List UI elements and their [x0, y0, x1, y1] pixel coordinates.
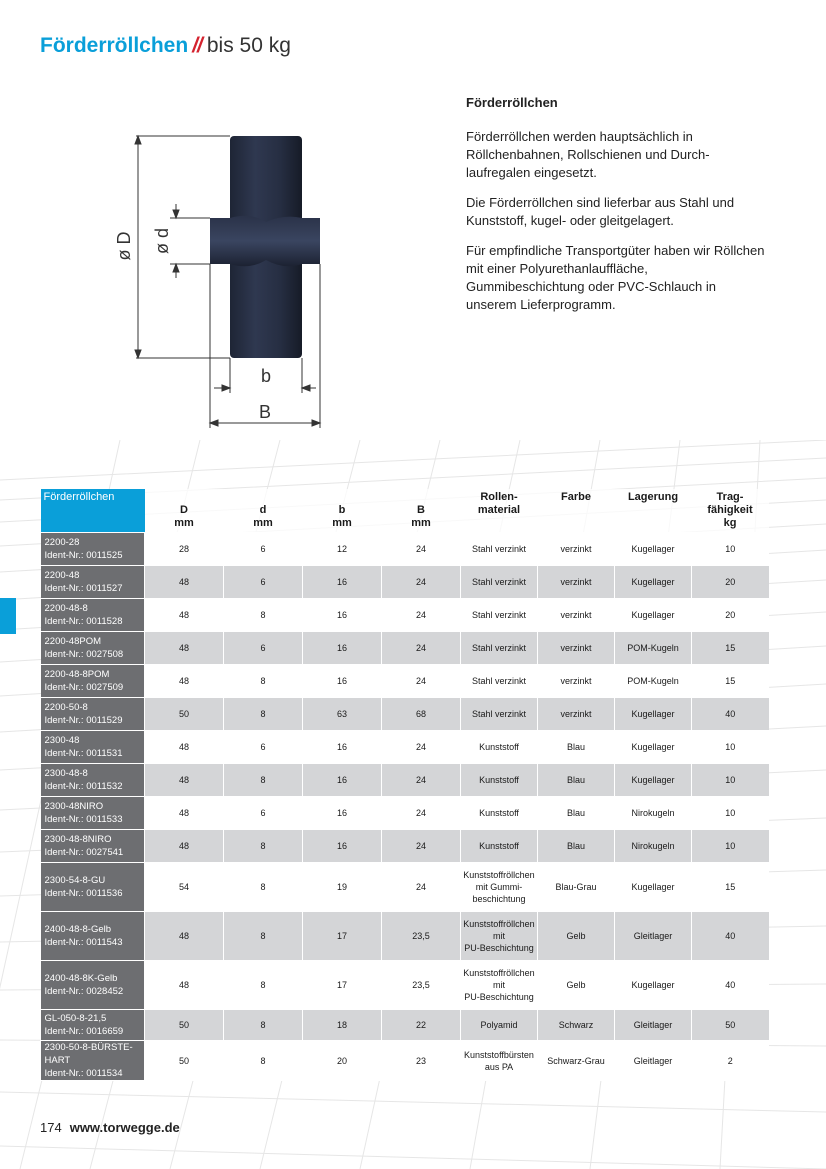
dim-label-D: ø D	[114, 231, 134, 261]
product-table	[40, 489, 768, 1081]
cell-material: Kunststoffröllchen mit PU-Beschichtung	[461, 961, 538, 1009]
product-article: GL-050-8-21,5	[44, 1013, 107, 1024]
cell-lagerung: Kugellager	[615, 764, 692, 796]
page-title	[40, 34, 291, 58]
cell-b: 16	[303, 764, 382, 796]
cell-d: 48	[145, 764, 224, 796]
product-name-cell	[41, 863, 145, 911]
title-main: Förderröllchen	[40, 34, 189, 57]
cell-b: 16	[303, 830, 382, 862]
cell-b: 16	[303, 599, 382, 631]
col-header-b: b mm	[303, 489, 382, 532]
cell-lagerung: Nirokugeln	[615, 830, 692, 862]
product-name-cell	[41, 731, 145, 763]
cell-b: 24	[382, 731, 461, 763]
product-name-cell	[41, 533, 145, 565]
cell-d: 6	[224, 533, 303, 565]
cell-farbe: Schwarz-Grau	[538, 1041, 615, 1080]
cell-d: 6	[224, 632, 303, 664]
cell-trag: 40	[692, 912, 769, 960]
product-ident: Ident-Nr.: 0011529	[44, 715, 123, 726]
product-name-cell	[41, 599, 145, 631]
cell-b: 16	[303, 731, 382, 763]
cell-lagerung: Gleitlager	[615, 1041, 692, 1080]
table-row	[41, 912, 769, 960]
cell-material: Stahl verzinkt	[461, 698, 538, 730]
product-name-cell	[41, 797, 145, 829]
cell-lagerung: Gleitlager	[615, 1010, 692, 1040]
table-row	[41, 533, 769, 565]
product-ident: Ident-Nr.: 0011543	[44, 937, 123, 948]
product-name-cell	[41, 632, 145, 664]
table-row	[41, 632, 769, 664]
cell-lagerung: Kugellager	[615, 566, 692, 598]
cell-d: 48	[145, 731, 224, 763]
description-heading: Förderröllchen	[466, 95, 558, 110]
cell-d: 48	[145, 632, 224, 664]
product-ident: Ident-Nr.: 0011534	[44, 1068, 123, 1079]
col-header-farbe: Farbe	[538, 489, 615, 532]
cell-d: 50	[145, 1041, 224, 1080]
product-article: 2300-48-8	[44, 768, 88, 779]
product-ident: Ident-Nr.: 0011536	[44, 888, 123, 899]
col-header-trag: Trag- fähigkeit kg	[692, 489, 769, 532]
col-header-D: D mm	[145, 489, 224, 532]
page-number: 174	[40, 1120, 62, 1135]
cell-trag: 10	[692, 797, 769, 829]
cell-trag: 10	[692, 731, 769, 763]
product-ident: Ident-Nr.: 0027508	[44, 649, 124, 660]
cell-d: 50	[145, 698, 224, 730]
cell-b: 17	[303, 912, 382, 960]
product-article: 2400-48-8K-Gelb	[44, 973, 118, 984]
section-tab-marker	[0, 598, 16, 634]
product-ident: Ident-Nr.: 0011531	[44, 748, 123, 759]
cell-d: 6	[224, 797, 303, 829]
cell-material: Stahl verzinkt	[461, 599, 538, 631]
cell-b: 23	[382, 1041, 461, 1080]
table-row	[41, 863, 769, 911]
cell-material: Stahl verzinkt	[461, 665, 538, 697]
cell-lagerung: Kugellager	[615, 599, 692, 631]
description-paragraph-3: Für empfindliche Transportgüter haben wir Röllchen mit einer Polyurethanlauffläche, Gummibeschichtung oder PVC-Schlauch in unserem Lieferprogramm.	[466, 243, 765, 312]
cell-farbe: verzinkt	[538, 566, 615, 598]
cell-b: 63	[303, 698, 382, 730]
cell-material: Stahl verzinkt	[461, 632, 538, 664]
product-name-cell	[41, 698, 145, 730]
product-ident: Ident-Nr.: 0028452	[44, 986, 124, 997]
product-name-cell	[41, 1010, 145, 1040]
product-article: 2200-28	[44, 537, 80, 548]
cell-d: 8	[224, 665, 303, 697]
cell-b: 17	[303, 961, 382, 1009]
cell-d: 48	[145, 961, 224, 1009]
cell-trag: 15	[692, 632, 769, 664]
cell-material: Stahl verzinkt	[461, 566, 538, 598]
cell-d: 6	[224, 566, 303, 598]
product-name-cell	[41, 566, 145, 598]
cell-trag: 40	[692, 961, 769, 1009]
cell-trag: 20	[692, 599, 769, 631]
table-row	[41, 764, 769, 796]
page-footer	[40, 1120, 180, 1135]
dim-label-d: ø d	[152, 227, 172, 255]
cell-b: 20	[303, 1041, 382, 1080]
cell-trag: 40	[692, 698, 769, 730]
cell-b: 24	[382, 863, 461, 911]
product-name-cell	[41, 665, 145, 697]
table-header-row	[41, 489, 769, 532]
cell-b: 23,5	[382, 912, 461, 960]
cell-d: 48	[145, 665, 224, 697]
product-article: 2300-48	[44, 735, 80, 746]
cell-material: Kunststoffröllchen mit PU-Beschichtung	[461, 912, 538, 960]
cell-b: 12	[303, 533, 382, 565]
product-ident: Ident-Nr.: 0011532	[44, 781, 123, 792]
cell-d: 8	[224, 863, 303, 911]
dim-label-b: b	[260, 366, 272, 386]
cell-b: 24	[382, 566, 461, 598]
cell-farbe: verzinkt	[538, 533, 615, 565]
product-article: 2300-48NIRO	[44, 801, 104, 812]
cell-d: 8	[224, 698, 303, 730]
product-name-cell	[41, 912, 145, 960]
product-ident: Ident-Nr.: 0027541	[44, 847, 124, 858]
cell-lagerung: POM-Kugeln	[615, 632, 692, 664]
cell-trag: 20	[692, 566, 769, 598]
description-paragraph-1: Förderröllchen werden hauptsächlich in Röllchenbahnen, Rollschienen und Durch-laufregalen eingesetzt.	[466, 129, 710, 180]
cell-lagerung: Kugellager	[615, 533, 692, 565]
cell-d: 8	[224, 599, 303, 631]
cell-farbe: verzinkt	[538, 698, 615, 730]
cell-d: 48	[145, 912, 224, 960]
cell-b: 24	[382, 764, 461, 796]
cell-b: 16	[303, 797, 382, 829]
product-name-cell	[41, 1041, 145, 1080]
cell-d: 8	[224, 1041, 303, 1080]
cell-b: 19	[303, 863, 382, 911]
cell-d: 8	[224, 764, 303, 796]
cell-farbe: verzinkt	[538, 632, 615, 664]
cell-trag: 2	[692, 1041, 769, 1080]
cell-material: Kunststoff	[461, 731, 538, 763]
cell-trag: 10	[692, 830, 769, 862]
cell-b: 16	[303, 566, 382, 598]
cell-b: 16	[303, 665, 382, 697]
product-name-cell	[41, 830, 145, 862]
cell-material: Polyamid	[461, 1010, 538, 1040]
table-row	[41, 599, 769, 631]
cell-b: 23,5	[382, 961, 461, 1009]
cell-farbe: Blau-Grau	[538, 863, 615, 911]
cell-lagerung: POM-Kugeln	[615, 665, 692, 697]
col-header-lagerung: Lagerung	[615, 489, 692, 532]
cell-trag: 10	[692, 533, 769, 565]
cell-material: Kunststoffröllchen mit Gummi- beschichtung	[461, 863, 538, 911]
cell-d: 28	[145, 533, 224, 565]
cell-b: 68	[382, 698, 461, 730]
cell-material: Kunststoff	[461, 764, 538, 796]
cell-b: 24	[382, 797, 461, 829]
cell-lagerung: Gleitlager	[615, 912, 692, 960]
cell-d: 48	[145, 830, 224, 862]
cell-trag: 10	[692, 764, 769, 796]
title-separator: //	[192, 34, 202, 57]
cell-lagerung: Nirokugeln	[615, 797, 692, 829]
product-article: 2400-48-8-Gelb	[44, 924, 112, 935]
product-description	[466, 94, 766, 326]
cell-farbe: Gelb	[538, 912, 615, 960]
cell-farbe: Schwarz	[538, 1010, 615, 1040]
product-article: 2300-48-8NIRO	[44, 834, 112, 845]
product-ident: Ident-Nr.: 0011527	[44, 583, 123, 594]
product-article: 2200-50-8	[44, 702, 88, 713]
cell-b: 22	[382, 1010, 461, 1040]
col-header-d: d mm	[224, 489, 303, 532]
cell-d: 50	[145, 1010, 224, 1040]
cell-lagerung: Kugellager	[615, 698, 692, 730]
product-name-cell	[41, 764, 145, 796]
product-article: 2200-48POM	[44, 636, 102, 647]
cell-farbe: Blau	[538, 764, 615, 796]
cell-b: 24	[382, 599, 461, 631]
cell-d: 48	[145, 599, 224, 631]
table-row	[41, 731, 769, 763]
cell-farbe: verzinkt	[538, 665, 615, 697]
product-ident: Ident-Nr.: 0027509	[44, 682, 124, 693]
cell-farbe: Gelb	[538, 961, 615, 1009]
cell-farbe: Blau	[538, 731, 615, 763]
cell-material: Stahl verzinkt	[461, 533, 538, 565]
cell-b: 24	[382, 830, 461, 862]
product-article: 2300-50-8-BÜRSTE-HART	[44, 1042, 133, 1066]
table-row	[41, 566, 769, 598]
roller-technical-drawing	[100, 118, 340, 438]
table-row	[41, 1010, 769, 1040]
cell-trag: 15	[692, 863, 769, 911]
col-header-material: Rollen- material	[461, 489, 538, 532]
dim-label-B: B	[258, 402, 272, 422]
cell-d: 48	[145, 566, 224, 598]
cell-farbe: verzinkt	[538, 599, 615, 631]
cell-b: 24	[382, 665, 461, 697]
product-article: 2200-48-8POM	[44, 669, 110, 680]
product-name-cell	[41, 961, 145, 1009]
cell-b: 24	[382, 632, 461, 664]
cell-d: 8	[224, 830, 303, 862]
table-row	[41, 961, 769, 1009]
cell-farbe: Blau	[538, 830, 615, 862]
product-ident: Ident-Nr.: 0016659	[44, 1026, 124, 1037]
product-article: 2200-48	[44, 570, 80, 581]
cell-b: 24	[382, 533, 461, 565]
table-row	[41, 1041, 769, 1080]
product-article: 2300-54-8-GU	[44, 875, 106, 886]
cell-d: 8	[224, 961, 303, 1009]
cell-d: 6	[224, 731, 303, 763]
table-row	[41, 665, 769, 697]
product-article: 2200-48-8	[44, 603, 88, 614]
cell-b: 16	[303, 632, 382, 664]
table-row	[41, 797, 769, 829]
cell-material: Kunststoff	[461, 830, 538, 862]
product-ident: Ident-Nr.: 0011525	[44, 550, 123, 561]
product-ident: Ident-Nr.: 0011533	[44, 814, 123, 825]
table-row	[41, 698, 769, 730]
cell-d: 8	[224, 1010, 303, 1040]
cell-trag: 50	[692, 1010, 769, 1040]
cell-d: 8	[224, 912, 303, 960]
cell-farbe: Blau	[538, 797, 615, 829]
cell-material: Kunststoffbürsten aus PA	[461, 1041, 538, 1080]
cell-lagerung: Kugellager	[615, 961, 692, 1009]
cell-d: 54	[145, 863, 224, 911]
description-paragraph-2: Die Förderröllchen sind lieferbar aus Stahl und Kunststoff, kugel- oder gleitgelagert.	[466, 195, 735, 228]
col-header-B: B mm	[382, 489, 461, 532]
table-row	[41, 830, 769, 862]
title-subtitle: bis 50 kg	[206, 34, 291, 57]
roller-hub	[210, 216, 320, 267]
cell-lagerung: Kugellager	[615, 731, 692, 763]
product-ident: Ident-Nr.: 0011528	[44, 616, 123, 627]
cell-material: Kunststoff	[461, 797, 538, 829]
cell-d: 48	[145, 797, 224, 829]
table-corner-label: Förderröllchen	[41, 489, 145, 532]
cell-trag: 15	[692, 665, 769, 697]
website-link[interactable]: www.torwegge.de	[69, 1120, 180, 1135]
cell-lagerung: Kugellager	[615, 863, 692, 911]
cell-b: 18	[303, 1010, 382, 1040]
